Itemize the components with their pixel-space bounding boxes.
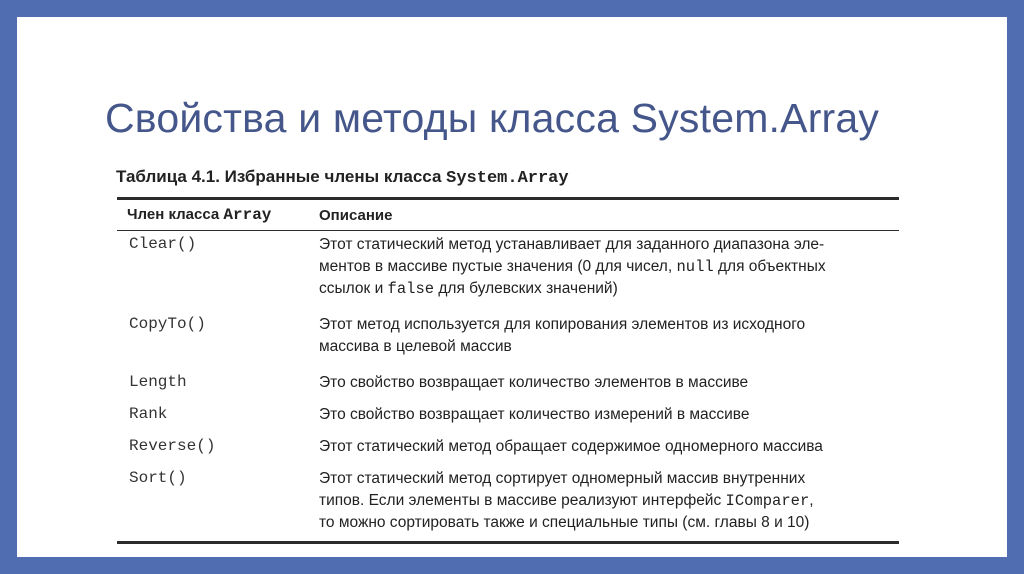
table-caption-code: System.Array: [446, 169, 569, 188]
member-name: CopyTo(): [129, 315, 206, 333]
desc-text: типов. Если элементы в массиве реализуют интерфейс: [319, 492, 726, 509]
desc-text: для булевских значений): [434, 280, 618, 297]
member-description: [319, 369, 889, 401]
member-description: [319, 465, 889, 541]
slide-title: Свойства и методы класса System.Array: [105, 95, 880, 141]
table-row: [117, 433, 899, 465]
desc-text: ссылок и: [319, 280, 388, 297]
desc-text: Этот метод используется для копирования элементов из исходного: [319, 316, 806, 333]
member-description: [319, 433, 889, 465]
member-description: [319, 231, 889, 311]
desc-code: IComparer: [725, 492, 810, 510]
desc-text: ,: [809, 492, 814, 509]
member-description: [319, 311, 889, 369]
desc-text: Этот статический метод обращает содержимое одномерного массива: [319, 438, 823, 455]
member-name: Sort(): [129, 469, 187, 487]
member-description: [319, 401, 889, 433]
members-table: [117, 197, 899, 544]
header-member-code: Array: [223, 206, 272, 224]
desc-text: Это свойство возвращает количество измерений в массиве: [319, 406, 750, 423]
member-name: Rank: [129, 405, 168, 423]
table-caption-text: Таблица 4.1. Избранные члены класса: [116, 167, 447, 186]
desc-text: Этот статический метод устанавливает для заданного диапазона эле-: [319, 236, 825, 253]
member-name: Clear(): [129, 235, 197, 253]
member-name: Length: [129, 373, 187, 391]
desc-text: массива в целевой массив: [319, 338, 512, 355]
slide: [17, 17, 1007, 557]
table-row: [117, 231, 899, 311]
table-row: [117, 465, 899, 541]
desc-text: для объектных: [713, 258, 826, 275]
header-member: [117, 206, 319, 224]
member-name: Reverse(): [129, 437, 216, 455]
desc-text: Этот статический метод сортирует одномерный массив внутренних: [319, 470, 806, 487]
table-row: [117, 369, 899, 401]
table-caption: [116, 167, 569, 188]
header-description: Описание: [319, 206, 393, 224]
header-member-text: Член класса: [127, 206, 224, 223]
desc-text: ментов в массиве пустые значения (0 для чисел,: [319, 258, 677, 275]
desc-code: false: [387, 280, 435, 298]
table-header: [117, 200, 899, 231]
desc-text: то можно сортировать также и специальные типы (см. главы 8 и 10): [319, 514, 810, 531]
desc-code: null: [676, 258, 714, 276]
table-row: [117, 401, 899, 433]
desc-text: Это свойство возвращает количество элементов в массиве: [319, 374, 749, 391]
table-row: [117, 311, 899, 369]
